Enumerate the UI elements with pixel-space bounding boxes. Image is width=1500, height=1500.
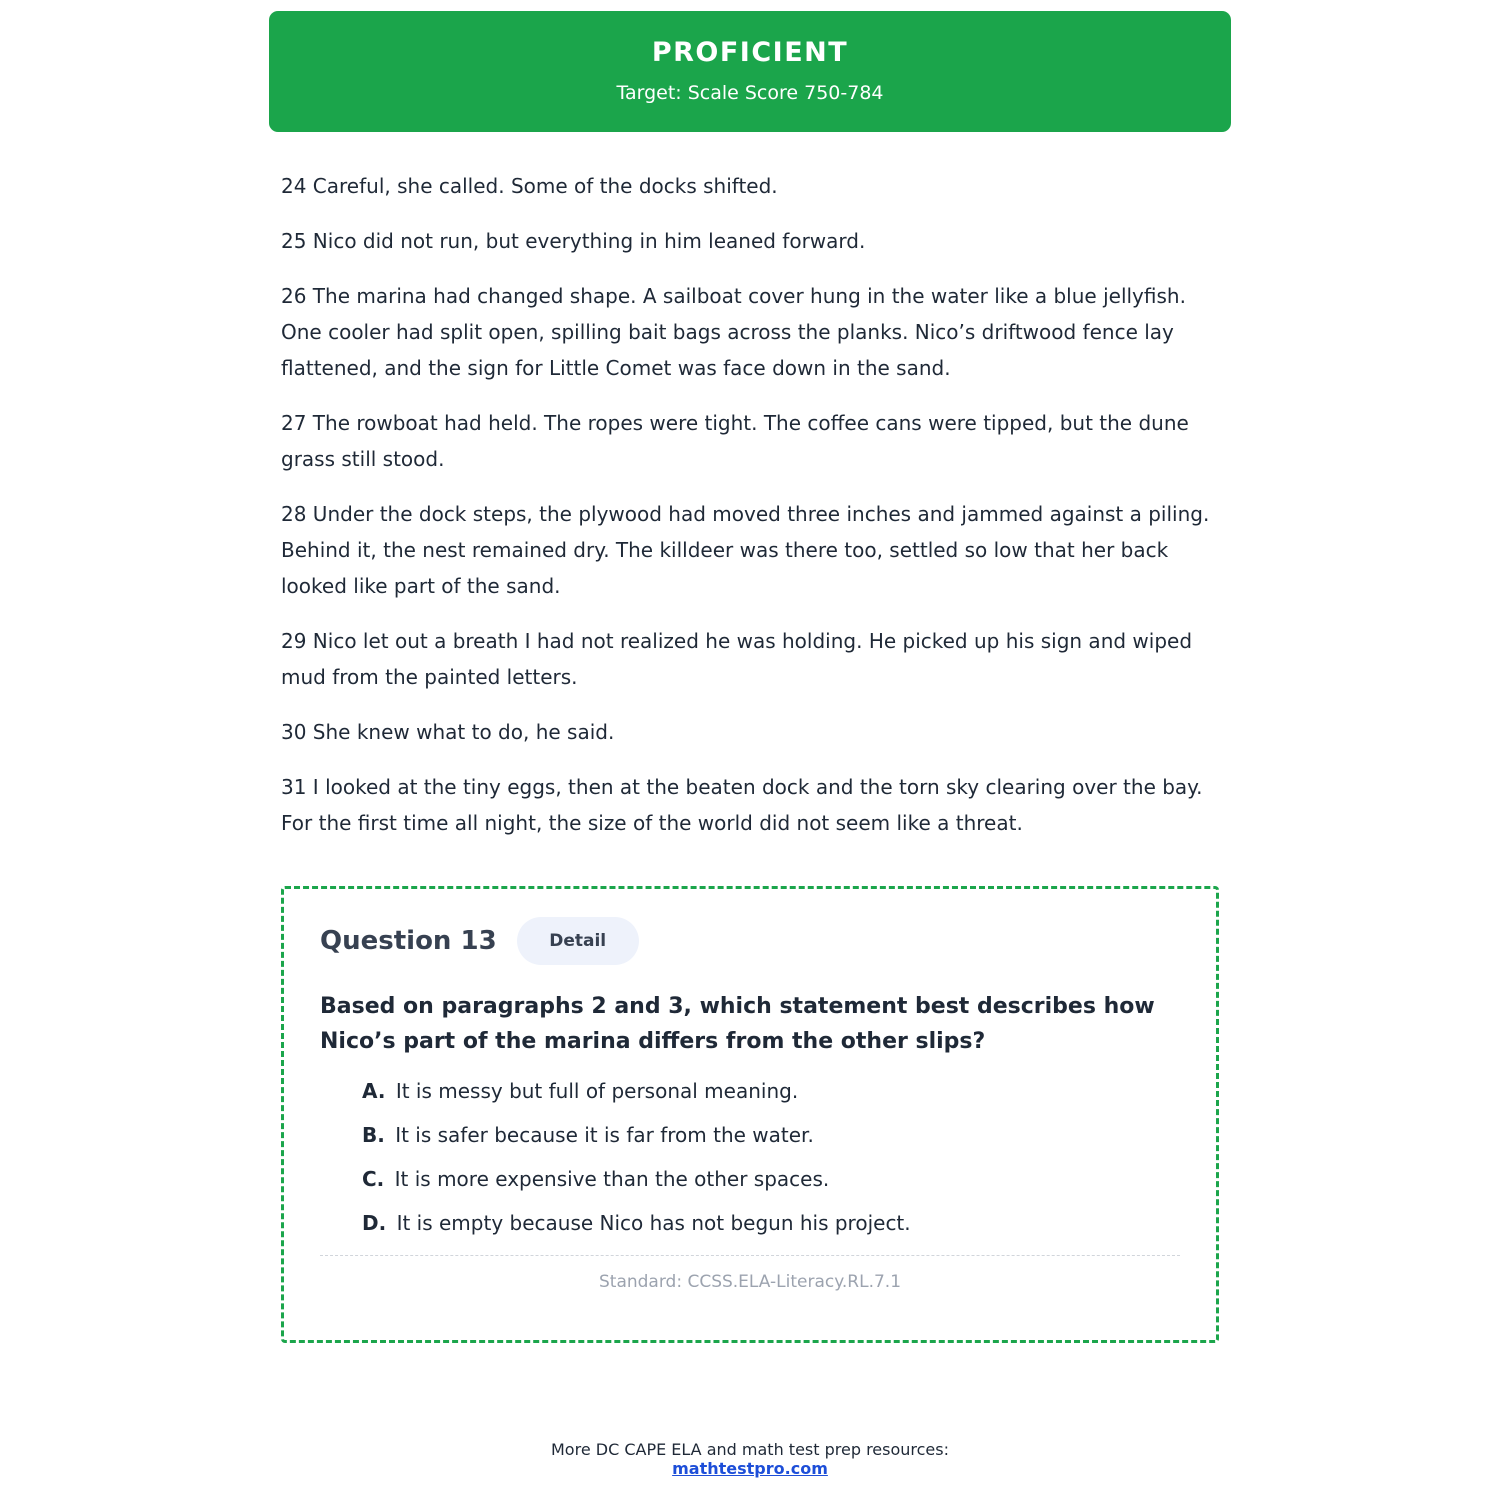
divider <box>320 1255 1180 1256</box>
option-a[interactable] <box>362 1079 1180 1103</box>
option-text: It is empty because Nico has not begun his project. <box>396 1211 911 1235</box>
passage <box>281 168 1219 841</box>
option-letter: A. <box>362 1079 386 1103</box>
option-d[interactable] <box>362 1211 1180 1235</box>
option-text: It is safer because it is far from the water. <box>395 1123 814 1147</box>
question-type-badge: Detail <box>517 917 639 965</box>
paragraph-30: 30 She knew what to do, he said. <box>281 720 615 744</box>
footer <box>0 1440 1500 1478</box>
level-title: PROFICIENT <box>651 37 849 68</box>
question-card <box>281 886 1219 1343</box>
option-letter: D. <box>362 1211 387 1235</box>
answer-options <box>320 1079 1180 1235</box>
paragraph-26: 26 The marina had changed shape. A sailboat cover hung in the water like a blue jellyfish. One cooler had split open, spilling bait bags across the planks. Nico’s driftwood fence lay flattened, and the sign for Little Comet was face down in the sand. <box>281 284 1186 380</box>
option-text: It is messy but full of personal meaning. <box>395 1079 799 1103</box>
paragraph-25: 25 Nico did not run, but everything in him leaned forward. <box>281 229 866 253</box>
target-score: Target: Scale Score 750-784 <box>616 82 884 104</box>
paragraph-28: 28 Under the dock steps, the plywood had moved three inches and jammed against a piling. Behind it, the nest remained dry. The killdeer was there too, settled so low that her back looked like part of the sand. <box>281 502 1210 598</box>
standard-label: Standard: CCSS.ELA-Literacy.RL.7.1 <box>598 1272 902 1292</box>
option-b[interactable] <box>362 1123 1180 1147</box>
level-banner <box>269 11 1231 132</box>
paragraph-24: 24 Careful, she called. Some of the docks shifted. <box>281 174 778 198</box>
option-text: It is more expensive than the other spaces. <box>394 1167 830 1191</box>
resource-link[interactable]: mathtestpro.com <box>672 1459 828 1478</box>
paragraph-29: 29 Nico let out a breath I had not realized he was holding. He picked up his sign and wiped mud from the painted letters. <box>281 629 1193 689</box>
question-title: Question 13 <box>320 926 497 956</box>
option-letter: C. <box>362 1167 385 1191</box>
option-c[interactable] <box>362 1167 1180 1191</box>
question-stem: Based on paragraphs 2 and 3, which statement best describes how Nico’s part of the marina differs from the other slips? <box>320 994 1155 1054</box>
paragraph-27: 27 The rowboat had held. The ropes were tight. The coffee cans were tipped, but the dune grass still stood. <box>281 411 1189 471</box>
option-letter: B. <box>362 1123 385 1147</box>
question-header <box>320 917 1180 965</box>
paragraph-31: 31 I looked at the tiny eggs, then at the beaten dock and the torn sky clearing over the bay. For the first time all night, the size of the world did not seem like a threat. <box>281 775 1203 835</box>
footer-text: More DC CAPE ELA and math test prep resources: <box>551 1440 949 1459</box>
worksheet-page <box>269 11 1231 1343</box>
